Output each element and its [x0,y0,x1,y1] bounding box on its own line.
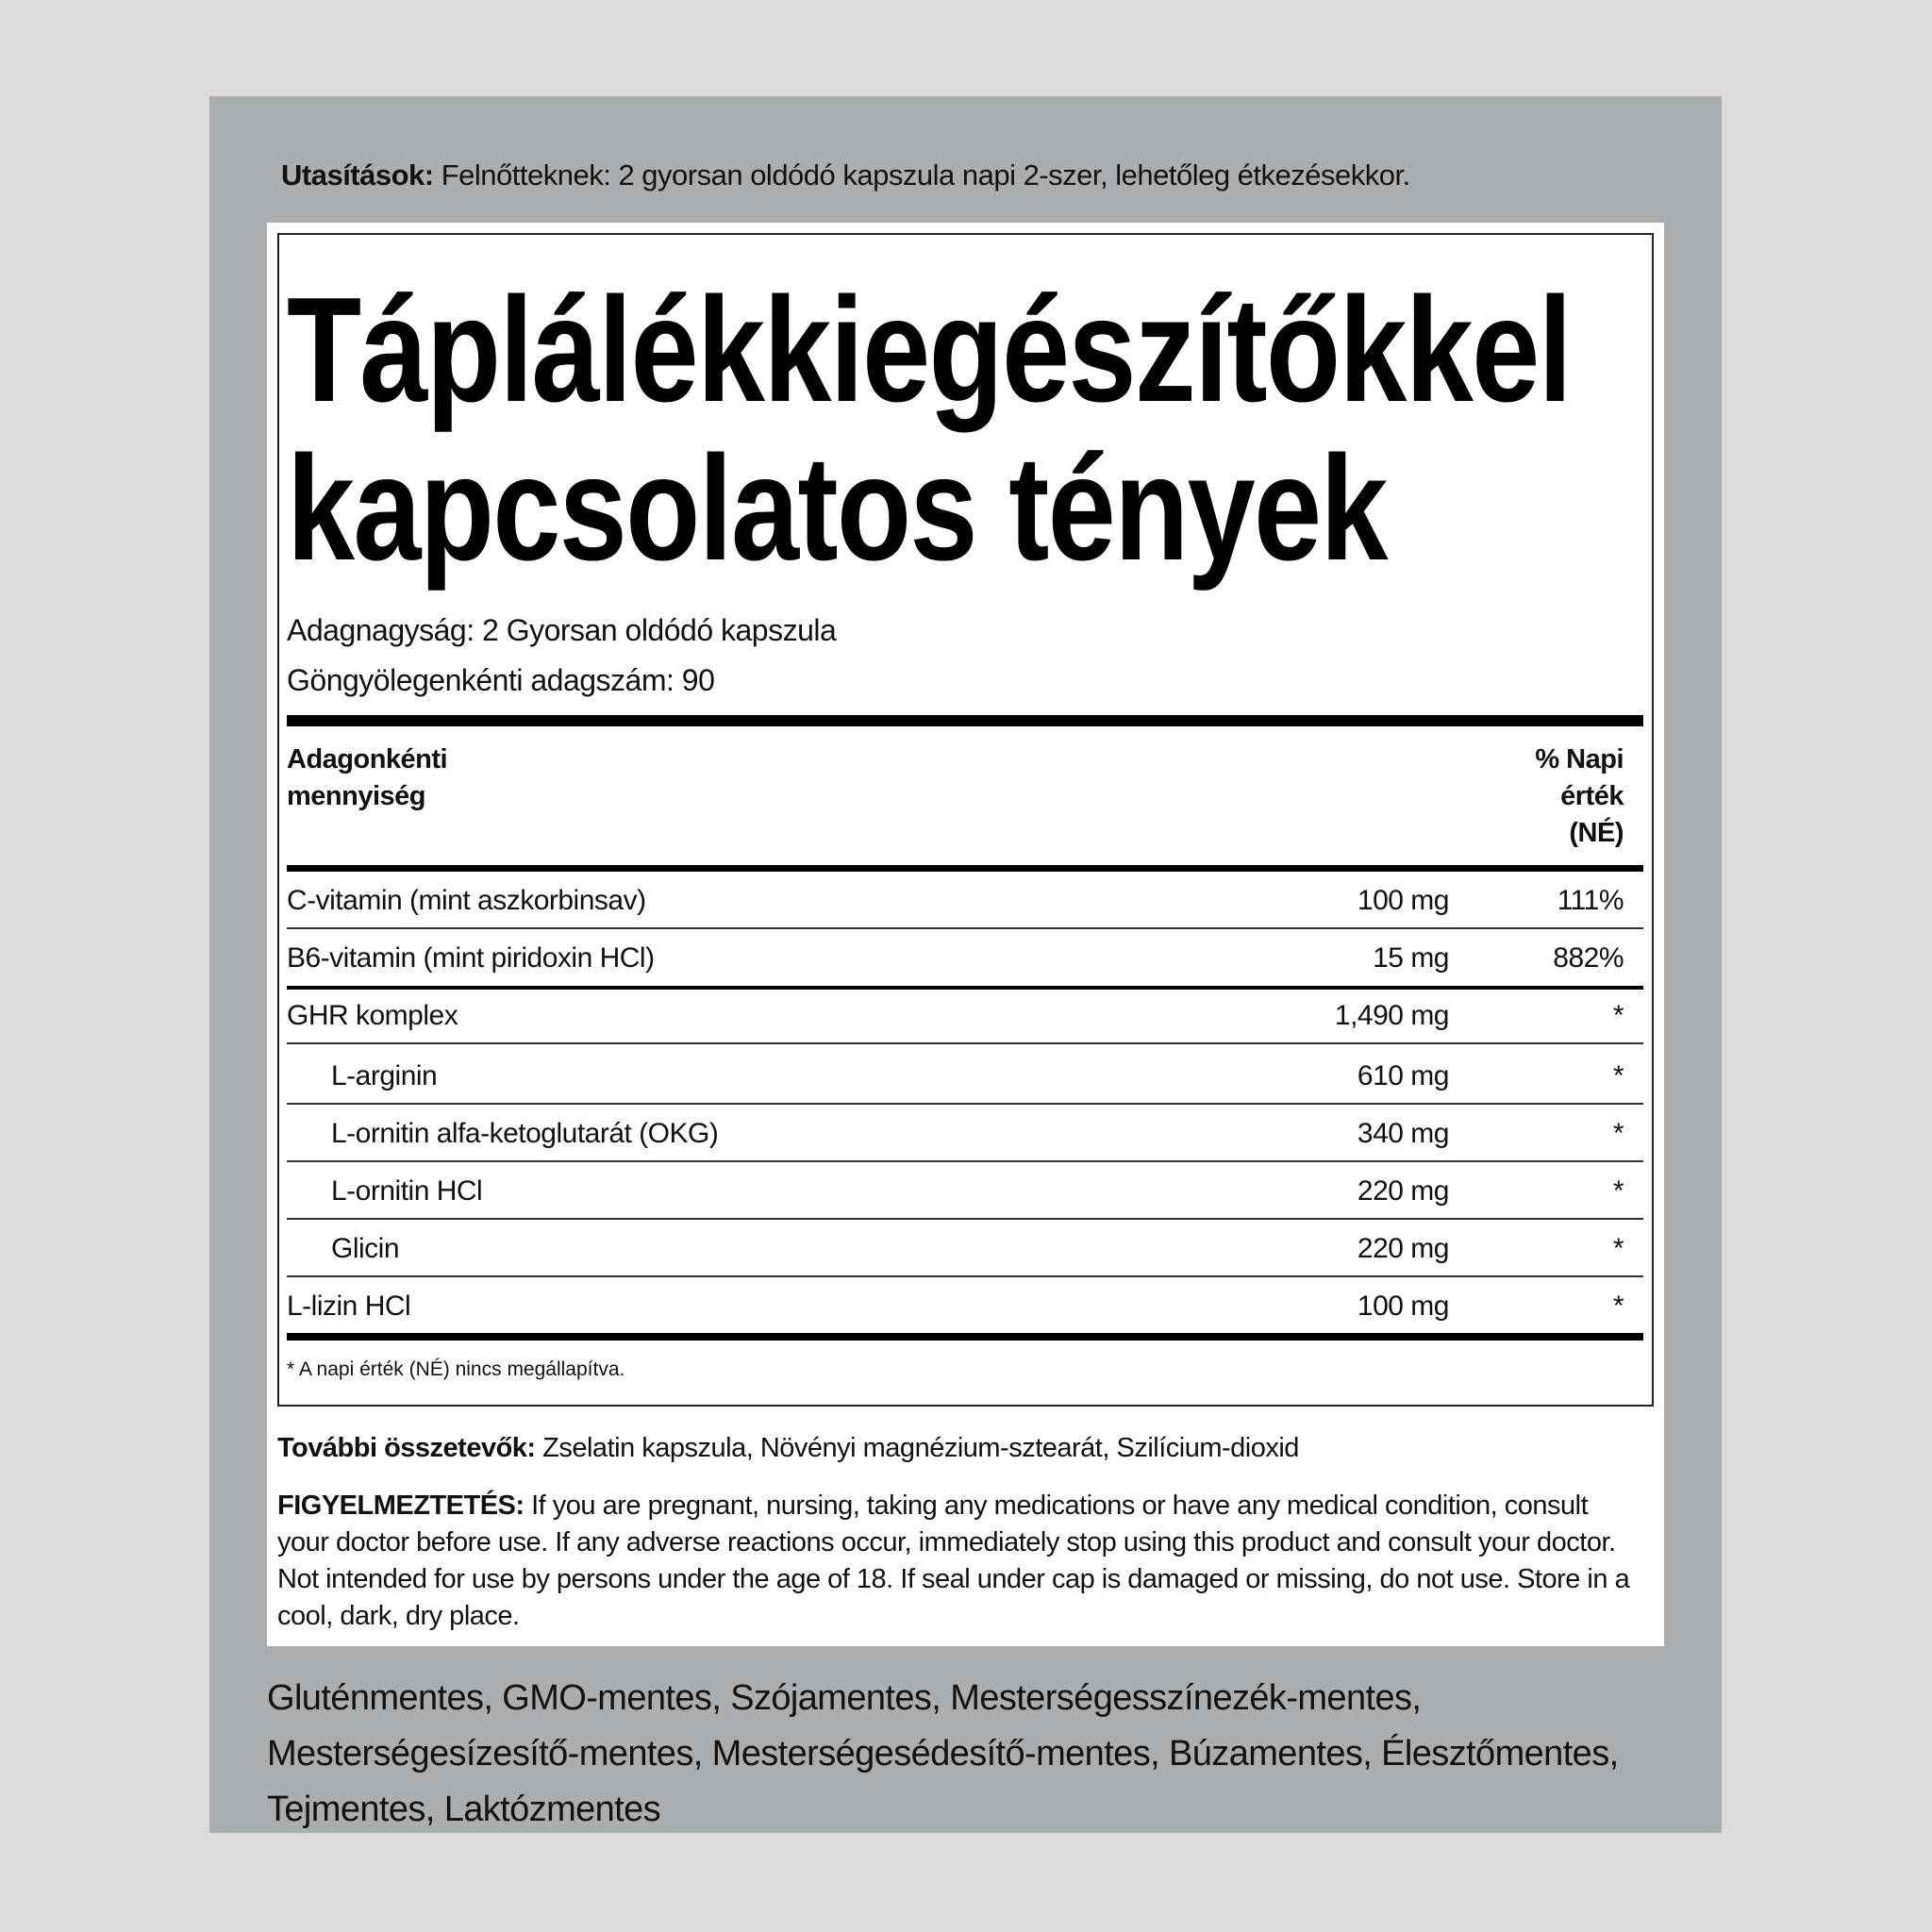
other-ingredients-label: További összetevők: [277,1433,536,1463]
bottom-divider [287,1333,1643,1341]
dv-header-line2: érték [1560,781,1624,811]
amount-header [287,741,447,815]
nutrient-daily-value: * [1612,1174,1624,1207]
facts-title-line2: kapcsolatos tények [287,425,1387,591]
nutrient-daily-value: * [1612,999,1624,1031]
nutrient-name: L-lizin HCl [287,1290,411,1322]
nutrient-amount: 1,490 mg [1334,999,1449,1031]
nutrient-row [287,1105,1643,1162]
footnote: * A napi érték (NÉ) nincs megállapítva. [287,1358,625,1380]
nutrient-row [287,1220,1643,1277]
amount-header-line1: Adagonkénti [287,744,448,774]
nutrient-amount: 15 mg [1373,941,1449,974]
directions-label: Utasítások: [281,158,434,192]
nutrient-daily-value: * [1612,1117,1624,1149]
dv-header-line3: (NÉ) [1569,818,1624,848]
nutrient-amount: 340 mg [1357,1117,1449,1149]
nutrient-daily-value: * [1612,1232,1624,1264]
nutrient-amount: 220 mg [1357,1174,1449,1207]
amount-header-line2: mennyiség [287,781,425,811]
directions [281,158,1410,192]
directions-text: Felnőtteknek: 2 gyorsan oldódó kapszula napi 2-szer, lehetőleg étkezésekkor. [433,158,1410,192]
nutrient-daily-value: * [1612,1059,1624,1091]
dv-header [1535,741,1624,852]
nutrient-row [287,872,1643,929]
nutrient-name: GHR komplex [287,999,458,1031]
nutrient-name: C-vitamin (mint aszkorbinsav) [287,884,646,916]
free-from-list: Gluténmentes, GMO-mentes, Szójamentes, Mesterségesszínezék-mentes, Mesterségesízesítő-mentes, Mesterségesédesítő-mentes, Búzamentes, Élesztőmentes, Tejmentes, Laktózmentes [267,1678,1619,1829]
nutrient-row [287,929,1643,987]
header-divider [287,865,1643,872]
serving-size: Adagnagyság: 2 Gyorsan oldódó kapszula [287,613,837,647]
nutrient-name: L-arginin [331,1059,438,1091]
nutrient-amount: 100 mg [1357,884,1449,916]
nutrient-daily-value: 882% [1553,941,1624,974]
facts-title-line1: Táplálékkiegészítőkkel [287,267,1571,433]
thick-divider [287,715,1643,726]
nutrient-name: L-ornitin HCl [331,1174,483,1207]
row-divider [287,1042,1643,1044]
nutrient-row [287,1047,1643,1105]
warning [277,1488,1645,1635]
warning-text: If you are pregnant, nursing, taking any medications or have any medical condition, consult your doctor before use. If any adverse reactions occur, immediately stop using this product and consult your doctor. Not intended for use by persons under the age of 18. If seal under cap is damaged or missing, do not use. Store in a cool, dark, dry place. [277,1491,1630,1631]
dv-header-line1: % Napi [1535,744,1624,774]
nutrient-amount: 610 mg [1357,1059,1449,1091]
nutrient-amount: 220 mg [1357,1232,1449,1264]
nutrient-daily-value: * [1612,1290,1624,1322]
nutrient-name: B6-vitamin (mint piridoxin HCl) [287,941,655,974]
other-ingredients-text: Zselatin kapszula, Növényi magnézium-sztearát, Szilícium-dioxid [535,1433,1299,1463]
nutrient-name: Glicin [331,1232,400,1264]
nutrient-name: L-ornitin alfa-ketoglutarát (OKG) [331,1117,719,1149]
nutrient-amount: 100 mg [1357,1290,1449,1322]
nutrient-daily-value: 111% [1557,884,1624,916]
other-ingredients [277,1433,1299,1464]
nutrient-row [287,1162,1643,1220]
nutrient-row [287,1277,1643,1335]
warning-label: FIGYELMEZTETÉS: [277,1491,525,1521]
nutrient-row [287,987,1643,1044]
servings-per-container: Göngyölegenkénti adagszám: 90 [287,663,715,697]
